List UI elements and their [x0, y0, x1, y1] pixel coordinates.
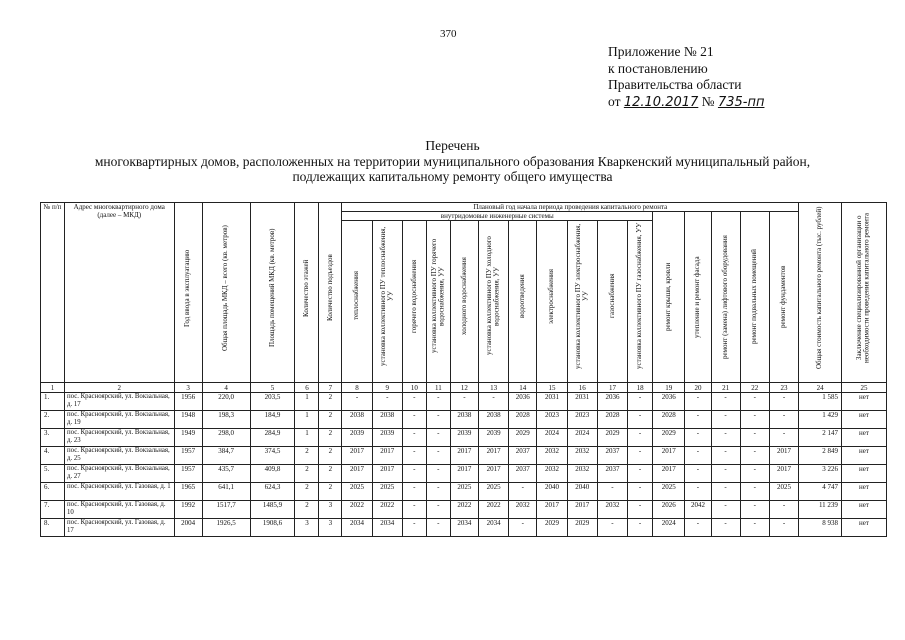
- table-cell: 2: [319, 429, 342, 447]
- table-row: [41, 393, 887, 411]
- table-cell: 2: [295, 501, 319, 519]
- column-number: 23: [769, 383, 798, 393]
- table-cell: 2024: [537, 429, 567, 447]
- table-cell: 2017: [653, 447, 685, 465]
- table-cell: 4 747: [799, 483, 842, 501]
- row-address: пос. Красноярский, ул. Вокзальная, д. 25: [64, 447, 174, 465]
- table-cell: 2: [319, 447, 342, 465]
- table-cell: 1956: [174, 393, 202, 411]
- appendix-block: [608, 44, 764, 111]
- table-cell: 2017: [478, 465, 508, 483]
- column-number: 18: [628, 383, 653, 393]
- table-cell: 2037: [597, 465, 627, 483]
- table-cell: нет: [841, 519, 886, 537]
- table-cell: 2028: [653, 411, 685, 429]
- table-cell: -: [740, 447, 769, 465]
- table-cell: 2: [295, 447, 319, 465]
- row-number: 8.: [41, 519, 65, 537]
- table-cell: -: [769, 411, 798, 429]
- table-cell: 2036: [509, 393, 537, 411]
- table-cell: 2: [319, 465, 342, 483]
- header-system-5: холодного водоснабжения: [450, 221, 478, 383]
- table-cell: 2023: [537, 411, 567, 429]
- number-prefix: №: [701, 93, 715, 109]
- table-cell: 2031: [567, 393, 597, 411]
- header-area-rooms: Площадь помещений МКД (кв. метров): [250, 203, 295, 383]
- appendix-date-line: [608, 94, 764, 112]
- table-cell: 2029: [537, 519, 567, 537]
- table-cell: нет: [841, 447, 886, 465]
- column-number: 15: [537, 383, 567, 393]
- table-cell: 8 938: [799, 519, 842, 537]
- table-cell: 2: [295, 465, 319, 483]
- table-cell: -: [685, 429, 711, 447]
- table-cell: 2025: [450, 483, 478, 501]
- table-cell: 2029: [509, 429, 537, 447]
- table-row: [41, 411, 887, 429]
- table-cell: нет: [841, 501, 886, 519]
- row-number: 7.: [41, 501, 65, 519]
- table-cell: 2034: [450, 519, 478, 537]
- table-cell: 1517,7: [202, 501, 250, 519]
- row-address: пос. Красноярский, ул. Газовая, д. 17: [64, 519, 174, 537]
- table-cell: 2036: [653, 393, 685, 411]
- table-cell: 298,0: [202, 429, 250, 447]
- table-cell: 2017: [653, 465, 685, 483]
- table-cell: -: [426, 429, 450, 447]
- row-number: 5.: [41, 465, 65, 483]
- header-system-1: теплоснабжения: [342, 221, 372, 383]
- header-system-11: установка коллективного ПУ газоснабжения, УУ: [628, 221, 653, 383]
- table-cell: 409,8: [250, 465, 295, 483]
- row-number: 1.: [41, 393, 65, 411]
- table-cell: 1965: [174, 483, 202, 501]
- header-system-2: установка коллективного ПУ теплоснабжения, УУ: [372, 221, 402, 383]
- header-cost: Общая стоимость капитального ремонта (тыс. рублей): [799, 203, 842, 383]
- column-number-row: [41, 383, 887, 393]
- document-title: [0, 138, 905, 185]
- table-cell: -: [426, 465, 450, 483]
- table-cell: -: [740, 483, 769, 501]
- table-cell: 2034: [342, 519, 372, 537]
- table-row: [41, 483, 887, 501]
- table-cell: 2028: [597, 411, 627, 429]
- title-heading: Перечень: [425, 138, 480, 153]
- table-cell: 2038: [372, 411, 402, 429]
- table-cell: 2004: [174, 519, 202, 537]
- table-cell: -: [509, 519, 537, 537]
- table-cell: 1485,9: [250, 501, 295, 519]
- table-cell: 2037: [509, 447, 537, 465]
- table-cell: 2034: [372, 519, 402, 537]
- table-cell: -: [426, 411, 450, 429]
- table-cell: -: [402, 519, 426, 537]
- table-cell: 1: [295, 411, 319, 429]
- table-cell: -: [402, 411, 426, 429]
- table-cell: 3 226: [799, 465, 842, 483]
- table-cell: 220,0: [202, 393, 250, 411]
- table-cell: 184,9: [250, 411, 295, 429]
- table-cell: 2017: [450, 465, 478, 483]
- table-cell: -: [711, 429, 740, 447]
- table-cell: 2025: [653, 483, 685, 501]
- column-number: 12: [450, 383, 478, 393]
- row-address: пос. Красноярский, ул. Газовая, д. 10: [64, 501, 174, 519]
- table-cell: -: [402, 501, 426, 519]
- column-number: 8: [342, 383, 372, 393]
- table-cell: 2017: [342, 447, 372, 465]
- table-row: [41, 447, 887, 465]
- table-cell: -: [628, 519, 653, 537]
- handwritten-date: 12.10.2017: [623, 94, 699, 110]
- table-cell: 1908,6: [250, 519, 295, 537]
- table-cell: 374,5: [250, 447, 295, 465]
- table-cell: -: [711, 501, 740, 519]
- table-cell: 2022: [450, 501, 478, 519]
- table-cell: -: [628, 429, 653, 447]
- table-cell: 3: [295, 519, 319, 537]
- table-cell: 2034: [478, 519, 508, 537]
- column-number: 2: [64, 383, 174, 393]
- table-cell: 2023: [567, 411, 597, 429]
- row-address: пос. Красноярский, ул. Вокзальная, д. 17: [64, 393, 174, 411]
- row-number: 3.: [41, 429, 65, 447]
- table-cell: 2017: [537, 501, 567, 519]
- table-cell: -: [628, 411, 653, 429]
- header-system-9: установка коллективного ПУ электроснабжения, УУ: [567, 221, 597, 383]
- table-cell: -: [402, 483, 426, 501]
- column-number: 24: [799, 383, 842, 393]
- table-cell: 1 585: [799, 393, 842, 411]
- table-cell: 2036: [597, 393, 627, 411]
- table-cell: -: [426, 483, 450, 501]
- row-address: пос. Красноярский, ул. Вокзальная, д. 27: [64, 465, 174, 483]
- table-cell: -: [685, 483, 711, 501]
- title-subtitle: многоквартирных домов, расположенных на территории муниципального образования Кваркенский муниципальный район, подлежащих капитальному ремонту общего имущества: [94, 153, 811, 184]
- table-cell: -: [372, 393, 402, 411]
- column-number: 25: [841, 383, 886, 393]
- table-cell: 2 849: [799, 447, 842, 465]
- table-cell: -: [711, 447, 740, 465]
- table-cell: 2022: [478, 501, 508, 519]
- table-cell: 2040: [567, 483, 597, 501]
- table-cell: -: [740, 411, 769, 429]
- row-address: пос. Красноярский, ул. Вокзальная, д. 23: [64, 429, 174, 447]
- table-cell: -: [342, 393, 372, 411]
- table-cell: 2031: [537, 393, 567, 411]
- page-number: 370: [440, 28, 457, 40]
- table-cell: -: [740, 429, 769, 447]
- table-cell: 2032: [509, 501, 537, 519]
- header-planned-year: Плановый год начала периода проведения капитального ремонта: [342, 203, 799, 212]
- table-cell: 384,7: [202, 447, 250, 465]
- column-number: 17: [597, 383, 627, 393]
- table-cell: -: [426, 519, 450, 537]
- column-number: 14: [509, 383, 537, 393]
- table-cell: 2: [295, 483, 319, 501]
- table-cell: 2: [319, 483, 342, 501]
- table-cell: нет: [841, 483, 886, 501]
- column-number: 16: [567, 383, 597, 393]
- table-cell: -: [450, 393, 478, 411]
- header-num: № п/п: [41, 203, 65, 383]
- table-cell: -: [426, 447, 450, 465]
- header-system-7: водоотведения: [509, 221, 537, 383]
- header-area-total: Общая площадь МКД – всего (кв. метров): [202, 203, 250, 383]
- header-system-3: горячего водоснабжения: [402, 221, 426, 383]
- table-cell: 2038: [478, 411, 508, 429]
- table-cell: -: [740, 465, 769, 483]
- table-cell: -: [740, 393, 769, 411]
- table-cell: 1948: [174, 411, 202, 429]
- table-cell: -: [509, 483, 537, 501]
- table-cell: -: [478, 393, 508, 411]
- column-number: 3: [174, 383, 202, 393]
- table-cell: 2037: [509, 465, 537, 483]
- table-cell: 2017: [769, 447, 798, 465]
- row-address: пос. Красноярский, ул. Вокзальная, д. 19: [64, 411, 174, 429]
- appendix-line-3: Правительства области: [608, 77, 742, 92]
- column-number: 13: [478, 383, 508, 393]
- table-cell: -: [711, 411, 740, 429]
- column-number: 10: [402, 383, 426, 393]
- table-cell: 2039: [372, 429, 402, 447]
- table-cell: 2029: [653, 429, 685, 447]
- column-number: 6: [295, 383, 319, 393]
- table-cell: -: [628, 447, 653, 465]
- table-cell: 2042: [685, 501, 711, 519]
- table-cell: 1926,5: [202, 519, 250, 537]
- header-address: Адрес многоквартирного дома (далее – МКД): [64, 203, 174, 383]
- table-cell: 2017: [567, 501, 597, 519]
- table-cell: -: [711, 465, 740, 483]
- table-cell: 1: [295, 393, 319, 411]
- header-floors: Количество этажей: [295, 203, 319, 383]
- table-cell: 2025: [372, 483, 402, 501]
- table-cell: 1957: [174, 447, 202, 465]
- from-prefix: от: [608, 93, 621, 109]
- table-cell: -: [740, 519, 769, 537]
- table-cell: 2025: [342, 483, 372, 501]
- table-cell: 2022: [372, 501, 402, 519]
- header-other-1: ремонт крыши, кровли: [653, 212, 685, 383]
- row-address: пос. Красноярский, ул. Газовая, д. 1: [64, 483, 174, 501]
- repair-table: [40, 202, 887, 537]
- table-cell: нет: [841, 393, 886, 411]
- table-cell: 11 239: [799, 501, 842, 519]
- table-cell: -: [769, 393, 798, 411]
- table-cell: 284,9: [250, 429, 295, 447]
- column-number: 21: [711, 383, 740, 393]
- table-cell: -: [685, 465, 711, 483]
- table-cell: -: [685, 411, 711, 429]
- header-other-5: ремонт фундаментов: [769, 212, 798, 383]
- table-cell: 2026: [653, 501, 685, 519]
- table-cell: 1949: [174, 429, 202, 447]
- table-cell: -: [711, 483, 740, 501]
- table-cell: 2017: [342, 465, 372, 483]
- table-cell: 198,3: [202, 411, 250, 429]
- table-cell: -: [597, 519, 627, 537]
- table-cell: нет: [841, 465, 886, 483]
- handwritten-number: 735-пп: [717, 94, 765, 110]
- table-cell: -: [628, 465, 653, 483]
- table-cell: -: [402, 447, 426, 465]
- table-cell: -: [711, 519, 740, 537]
- table-cell: 1992: [174, 501, 202, 519]
- table-cell: 435,7: [202, 465, 250, 483]
- header-system-6: установка коллективного ПУ холодного водоснабжения, УУ: [478, 221, 508, 383]
- table-cell: 2025: [478, 483, 508, 501]
- table-cell: 2039: [450, 429, 478, 447]
- table-cell: 2022: [342, 501, 372, 519]
- table-cell: 2032: [537, 465, 567, 483]
- header-other-3: ремонт (замена) лифтового оборудования: [711, 212, 740, 383]
- table-cell: 2039: [342, 429, 372, 447]
- table-cell: -: [402, 429, 426, 447]
- header-other-2: утепление и ремонт фасада: [685, 212, 711, 383]
- table-cell: 2029: [597, 429, 627, 447]
- table-cell: нет: [841, 429, 886, 447]
- table-cell: 3: [319, 501, 342, 519]
- table-cell: 2017: [450, 447, 478, 465]
- header-systems: внутридомовые инженерные системы: [342, 212, 653, 221]
- table-cell: -: [769, 519, 798, 537]
- table-cell: -: [685, 393, 711, 411]
- table-cell: -: [402, 465, 426, 483]
- table-cell: 2032: [537, 447, 567, 465]
- table-cell: 1 429: [799, 411, 842, 429]
- table-cell: -: [769, 429, 798, 447]
- table-row: [41, 429, 887, 447]
- table-cell: 3: [319, 519, 342, 537]
- table-cell: -: [628, 501, 653, 519]
- table-cell: 2: [319, 411, 342, 429]
- row-number: 2.: [41, 411, 65, 429]
- header-entrances: Количество подъездов: [319, 203, 342, 383]
- table-row: [41, 519, 887, 537]
- table-cell: нет: [841, 411, 886, 429]
- table-cell: 203,5: [250, 393, 295, 411]
- table-cell: 2024: [653, 519, 685, 537]
- table-cell: -: [628, 393, 653, 411]
- header-other-4: ремонт подвальных помещений: [740, 212, 769, 383]
- table-row: [41, 501, 887, 519]
- header-system-10: газоснабжения: [597, 221, 627, 383]
- row-number: 4.: [41, 447, 65, 465]
- table-cell: 2025: [769, 483, 798, 501]
- column-number: 1: [41, 383, 65, 393]
- appendix-line-2: к постановлению: [608, 60, 708, 76]
- header-conclusion: Заключение специализированной организации о необходимости проведения капитального ремонта: [841, 203, 886, 383]
- column-number: 7: [319, 383, 342, 393]
- table-cell: -: [426, 501, 450, 519]
- table-cell: 2040: [537, 483, 567, 501]
- table-cell: -: [685, 447, 711, 465]
- table-cell: -: [769, 501, 798, 519]
- column-number: 20: [685, 383, 711, 393]
- table-cell: 2017: [769, 465, 798, 483]
- row-number: 6.: [41, 483, 65, 501]
- header-system-8: электроснабжения: [537, 221, 567, 383]
- table-cell: 2032: [597, 501, 627, 519]
- column-number: 5: [250, 383, 295, 393]
- table-cell: 2: [319, 393, 342, 411]
- table-cell: -: [685, 519, 711, 537]
- column-number: 19: [653, 383, 685, 393]
- table-cell: -: [402, 393, 426, 411]
- table-cell: -: [597, 483, 627, 501]
- table-cell: 2017: [372, 447, 402, 465]
- table-cell: 2037: [597, 447, 627, 465]
- table-cell: 2017: [372, 465, 402, 483]
- table-cell: 2032: [567, 447, 597, 465]
- appendix-line-1: Приложение № 21: [608, 44, 714, 59]
- table-cell: 2028: [509, 411, 537, 429]
- table-cell: 1: [295, 429, 319, 447]
- table-cell: 2024: [567, 429, 597, 447]
- table-cell: -: [426, 393, 450, 411]
- column-number: 9: [372, 383, 402, 393]
- table-cell: 2032: [567, 465, 597, 483]
- table-cell: 2017: [478, 447, 508, 465]
- table-cell: 2038: [450, 411, 478, 429]
- table-cell: 624,3: [250, 483, 295, 501]
- column-number: 22: [740, 383, 769, 393]
- column-number: 4: [202, 383, 250, 393]
- table-cell: 641,1: [202, 483, 250, 501]
- table-cell: 2029: [567, 519, 597, 537]
- table-cell: 2 147: [799, 429, 842, 447]
- table-cell: -: [628, 483, 653, 501]
- table-cell: 2038: [342, 411, 372, 429]
- header-system-4: установка коллективного ПУ горячего водоснабжения, УУ: [426, 221, 450, 383]
- table-cell: -: [740, 501, 769, 519]
- table-cell: -: [711, 393, 740, 411]
- column-number: 11: [426, 383, 450, 393]
- table-cell: 2039: [478, 429, 508, 447]
- header-year: Год ввода в эксплуатацию: [174, 203, 202, 383]
- table-cell: 1957: [174, 465, 202, 483]
- table-row: [41, 465, 887, 483]
